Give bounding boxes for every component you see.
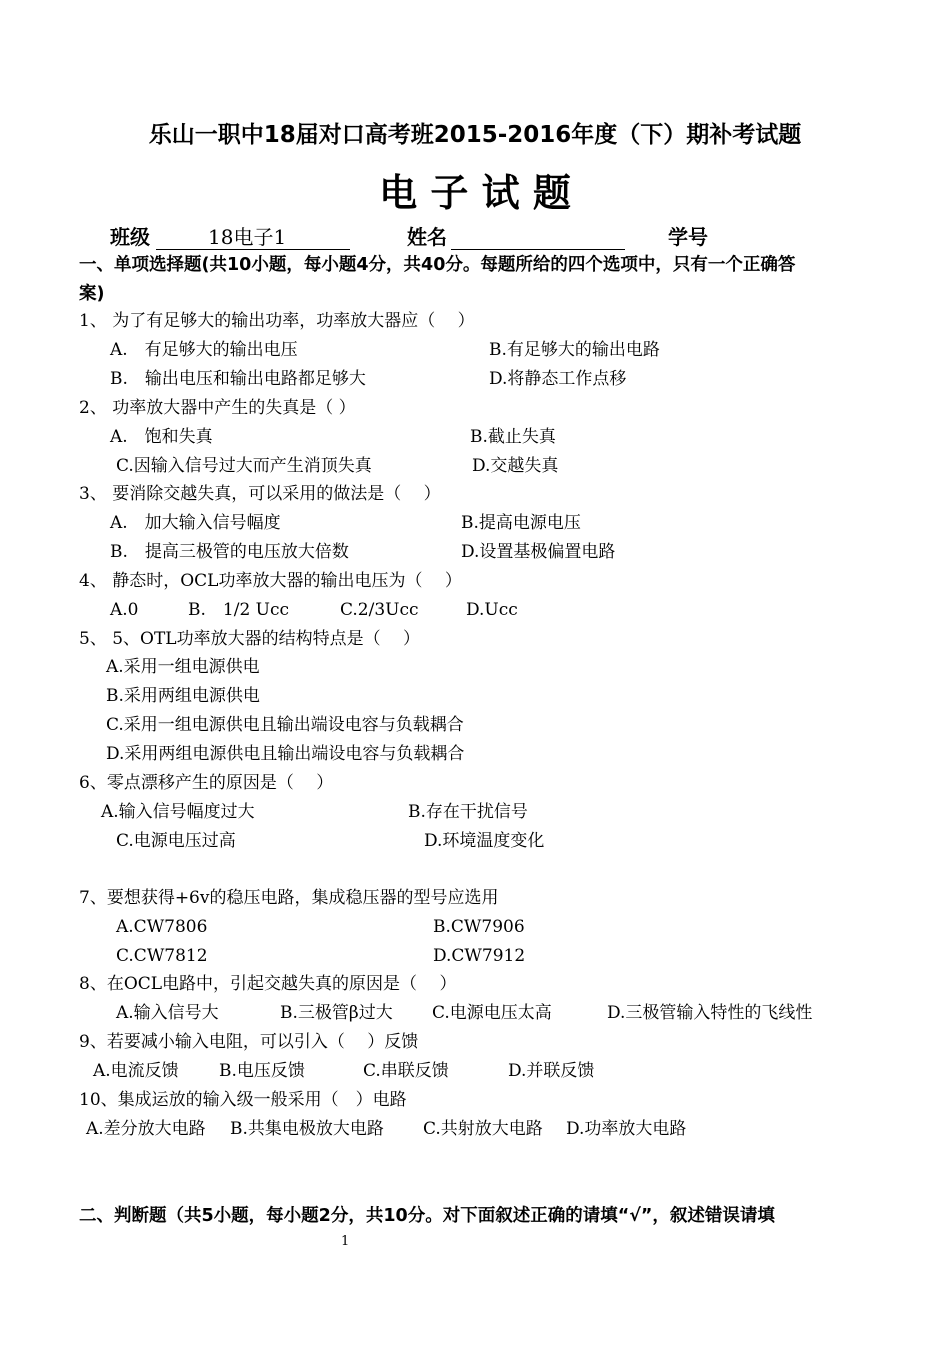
option[interactable]: B.有足够大的输出电路 [489, 340, 660, 360]
option[interactable]: A.输入信号幅度过大 [101, 802, 255, 822]
option[interactable]: D.Ucc [466, 600, 518, 620]
option[interactable]: A.CW7806 [116, 917, 208, 937]
option[interactable]: D.功率放大电路 [566, 1119, 687, 1139]
question-stem: 8、在OCL电路中，引起交越失真的原因是（ ） [79, 974, 457, 994]
option[interactable]: C.因输入信号过大而产生消顶失真 [116, 456, 372, 476]
option[interactable]: C.CW7812 [116, 946, 208, 966]
number-label: 学号 [668, 225, 708, 249]
option[interactable]: D.交越失真 [472, 456, 559, 476]
option[interactable]: A.电流反馈 [93, 1061, 179, 1081]
option[interactable]: C.2/3Ucc [340, 600, 419, 620]
option[interactable]: A.输入信号大 [116, 1003, 219, 1023]
page-number: 1 [341, 1234, 350, 1249]
question-stem: 1、 为了有足够大的输出功率，功率放大器应（ ） [79, 311, 475, 331]
option[interactable]: A. 饱和失真 [110, 427, 213, 447]
option[interactable]: B.提高电源电压 [461, 513, 581, 533]
school-title: 乐山一职中18届对口高考班2015-2016年度（下）期补考试题 [148, 122, 802, 148]
question-stem: 5、 5、OTL功率放大器的结构特点是（ ） [79, 629, 421, 649]
option[interactable]: A.采用一组电源供电 [106, 657, 260, 677]
option[interactable]: D.环境温度变化 [424, 831, 545, 851]
option[interactable]: D.设置基极偏置电路 [461, 542, 616, 562]
option[interactable]: C.电源电压太高 [432, 1003, 552, 1023]
option[interactable]: C.串联反馈 [363, 1061, 449, 1081]
section1-heading-line1: 一、单项选择题(共10小题，每小题4分，共40分。每题所给的四个选项中，只有一个正确答 [79, 255, 796, 275]
name-label: 姓名 [407, 225, 447, 249]
option[interactable]: A. 有足够大的输出电压 [110, 340, 298, 360]
option[interactable]: B. 1/2 Ucc [188, 600, 290, 620]
option[interactable]: B.共集电极放大电路 [230, 1119, 384, 1139]
option[interactable]: B.CW7906 [433, 917, 525, 937]
question-stem: 3、 要消除交越失真，可以采用的做法是（ ） [79, 484, 441, 504]
option[interactable]: D.采用两组电源供电且输出端设电容与负载耦合 [106, 744, 465, 764]
option[interactable]: A.0 [110, 600, 139, 620]
option[interactable]: B.电压反馈 [219, 1061, 305, 1081]
section2-heading: 二、判断题（共5小题，每小题2分，共10分。对下面叙述正确的请填“√”，叙述错误请填 [79, 1206, 775, 1226]
option[interactable]: C.采用一组电源供电且输出端设电容与负载耦合 [106, 715, 464, 735]
option[interactable]: B. 输出电压和输出电路都足够大 [110, 369, 366, 389]
option[interactable]: C.电源电压过高 [116, 831, 236, 851]
option[interactable]: A. 加大输入信号幅度 [110, 513, 281, 533]
question-stem: 6、零点漂移产生的原因是（ ） [79, 773, 334, 793]
option[interactable]: B.截止失真 [470, 427, 556, 447]
option[interactable]: D.将静态工作点移 [489, 369, 627, 389]
question-stem: 4、 静态时，OCL功率放大器的输出电压为（ ） [79, 571, 462, 591]
question-stem: 7、要想获得+6v的稳压电路，集成稳压器的型号应选用 [79, 888, 499, 908]
option[interactable]: D.三极管输入特性的飞线性 [607, 1003, 813, 1023]
class-label: 班级 [110, 225, 150, 249]
option[interactable]: B.三极管β过大 [280, 1003, 393, 1023]
class-value: 18电子1 [208, 225, 287, 249]
option[interactable]: B.采用两组电源供电 [106, 686, 260, 706]
class-field[interactable] [156, 225, 350, 250]
subject-title: 电 子 试 题 [379, 171, 571, 215]
question-stem: 10、集成运放的输入级一般采用（ ）电路 [79, 1090, 407, 1110]
option[interactable]: D.并联反馈 [508, 1061, 595, 1081]
option[interactable]: A.差分放大电路 [86, 1119, 206, 1139]
question-stem: 9、若要减小输入电阻，可以引入（ ）反馈 [79, 1032, 419, 1052]
name-field[interactable] [451, 225, 625, 250]
option[interactable]: B. 提高三极管的电压放大倍数 [110, 542, 349, 562]
option[interactable]: D.CW7912 [433, 946, 526, 966]
section1-heading-line2: 案) [79, 284, 105, 304]
option[interactable]: B.存在干扰信号 [408, 802, 528, 822]
option[interactable]: C.共射放大电路 [423, 1119, 543, 1139]
question-stem: 2、 功率放大器中产生的失真是（ ） [79, 398, 356, 418]
